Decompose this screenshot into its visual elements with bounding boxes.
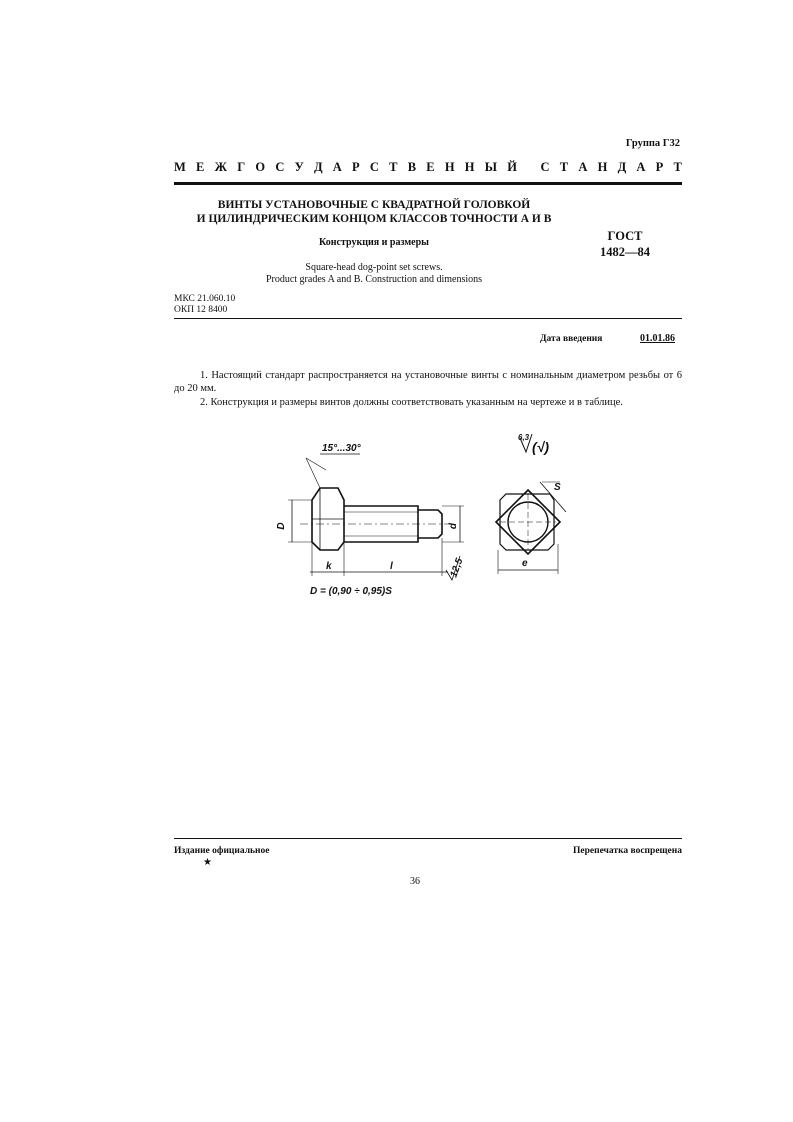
interstate-letter: А bbox=[636, 160, 646, 174]
interstate-letter: Ы bbox=[484, 160, 498, 174]
interstate-letter: В bbox=[407, 160, 417, 174]
mks-code: МКС 21.060.10 bbox=[174, 294, 236, 304]
english-title-line-1: Square-head dog-point set screws. bbox=[305, 262, 443, 273]
edition-label: Издание официальное bbox=[174, 846, 270, 856]
header-rule bbox=[174, 182, 682, 185]
dim-d-label: d bbox=[448, 522, 459, 530]
dim-D-label: D bbox=[276, 522, 287, 530]
angle-label: 15°...30° bbox=[322, 443, 361, 454]
interstate-letter: Н bbox=[464, 160, 475, 174]
interstate-letter: Е bbox=[426, 160, 435, 174]
interstate-letter: О bbox=[255, 160, 266, 174]
classification-codes bbox=[174, 294, 235, 316]
section-rule bbox=[174, 318, 682, 319]
interstate-letter bbox=[527, 160, 530, 175]
interstate-letter: Т bbox=[389, 160, 398, 174]
title-line-1: ВИНТЫ УСТАНОВОЧНЫЕ С КВАДРАТНОЙ ГОЛОВКОЙ bbox=[217, 199, 531, 211]
interstate-letter: Й bbox=[507, 160, 517, 174]
paragraph-2: 2. Конструкция и размеры винтов должны соответствовать указанным на чертеже и в таблице. bbox=[200, 397, 623, 408]
interstate-letter: С bbox=[369, 160, 379, 174]
interstate-letter: У bbox=[294, 160, 304, 174]
star-icon: ★ bbox=[203, 857, 212, 868]
title-line-2: И ЦИЛИНДРИЧЕСКИМ КОНЦОМ КЛАССОВ ТОЧНОСТИ А И В bbox=[196, 213, 552, 225]
gost-label: ГОСТ bbox=[607, 229, 643, 243]
interstate-letter: Т bbox=[673, 160, 682, 174]
interstate-letter: Р bbox=[352, 160, 360, 174]
interstate-letter: Д bbox=[617, 160, 627, 174]
english-title bbox=[174, 262, 574, 286]
dim-l-label: l bbox=[390, 561, 393, 572]
intro-date-label: Дата введения bbox=[540, 334, 603, 344]
paragraph-1: 1. Настоящий стандарт распространяется на установочные винты с номинальным диаметром резьбы от 6 до 20 мм. bbox=[174, 370, 682, 394]
screw-drawing bbox=[270, 430, 590, 600]
gost-designation bbox=[590, 228, 660, 260]
surface-mark-paren: (√) bbox=[532, 439, 550, 455]
dim-k-label: k bbox=[326, 561, 332, 572]
document-subtitle: Конструкция и размеры bbox=[319, 237, 429, 248]
footer-rule bbox=[174, 838, 682, 839]
intro-date-value: 01.01.86 bbox=[640, 333, 675, 344]
interstate-letter: Р bbox=[655, 160, 664, 174]
interstate-letter: С bbox=[540, 160, 550, 174]
interstate-letter: С bbox=[275, 160, 285, 174]
interstate-standard-heading bbox=[174, 160, 682, 175]
interstate-letter: Т bbox=[559, 160, 569, 174]
group-label: Группа Г32 bbox=[625, 138, 680, 149]
interstate-letter: Е bbox=[196, 160, 205, 174]
surface-mark-label: 6,3 bbox=[518, 433, 530, 442]
interstate-letter: Н bbox=[444, 160, 455, 174]
interstate-letter: Д bbox=[313, 160, 323, 174]
reprint-notice: Перепечатка воспрещена bbox=[572, 846, 682, 856]
end-view bbox=[496, 434, 566, 574]
interstate-letter: Г bbox=[237, 160, 246, 174]
interstate-letter: Ж bbox=[214, 160, 227, 174]
formula-label: D = (0,90 ÷ 0,95)S bbox=[310, 586, 392, 597]
interstate-letter: Н bbox=[597, 160, 608, 174]
interstate-letter: М bbox=[174, 160, 186, 174]
interstate-letter: А bbox=[332, 160, 342, 174]
gost-number: 1482—84 bbox=[600, 245, 650, 259]
english-title-line-2: Product grades A and B. Construction and dimensions bbox=[265, 274, 483, 285]
dim-e-label: e bbox=[522, 558, 528, 569]
interstate-letter: А bbox=[578, 160, 588, 174]
document-title bbox=[174, 198, 574, 226]
roughness-label: 12,5 bbox=[448, 556, 466, 580]
page-number: 36 bbox=[410, 876, 420, 887]
dim-S-label: S bbox=[554, 482, 561, 493]
okp-code: ОКП 12 8400 bbox=[174, 305, 228, 315]
